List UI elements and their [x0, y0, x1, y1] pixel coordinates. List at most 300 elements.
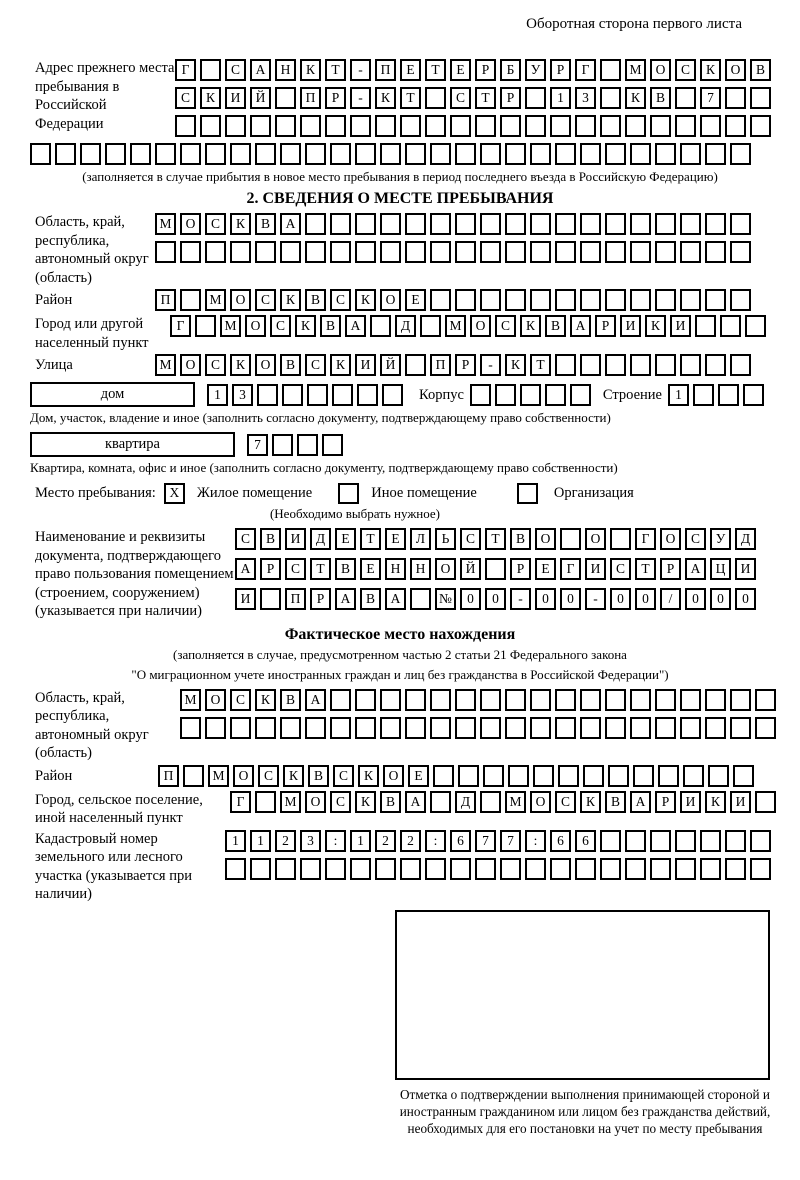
char-cell[interactable]: С [258, 765, 279, 787]
char-cell[interactable]: 1 [350, 830, 371, 852]
char-cell[interactable] [175, 115, 196, 137]
char-cell[interactable]: 6 [575, 830, 596, 852]
char-cell[interactable] [355, 689, 376, 711]
char-cell[interactable]: А [685, 558, 706, 580]
char-cell[interactable] [275, 87, 296, 109]
char-cell[interactable] [525, 87, 546, 109]
char-cell[interactable] [655, 213, 676, 235]
char-cell[interactable]: С [685, 528, 706, 550]
char-cell[interactable] [655, 354, 676, 376]
char-cell[interactable]: К [520, 315, 541, 337]
char-cell[interactable]: № [435, 588, 456, 610]
char-cell[interactable] [605, 289, 626, 311]
char-cell[interactable]: Р [550, 59, 571, 81]
char-cell[interactable] [505, 717, 526, 739]
char-cell[interactable] [580, 289, 601, 311]
char-cell[interactable] [105, 143, 126, 165]
char-cell[interactable] [675, 115, 696, 137]
char-cell[interactable] [725, 87, 746, 109]
char-cell[interactable]: 1 [225, 830, 246, 852]
char-cell[interactable] [500, 858, 521, 880]
char-cell[interactable] [330, 143, 351, 165]
char-cell[interactable] [325, 115, 346, 137]
char-cell[interactable] [455, 289, 476, 311]
char-cell[interactable]: С [255, 289, 276, 311]
checkbox-zhiloe[interactable]: X [164, 483, 185, 504]
char-cell[interactable] [155, 143, 176, 165]
char-cell[interactable] [380, 717, 401, 739]
char-cell[interactable] [430, 717, 451, 739]
char-cell[interactable]: С [330, 791, 351, 813]
char-cell[interactable] [630, 689, 651, 711]
char-cell[interactable] [705, 689, 726, 711]
char-cell[interactable]: В [260, 528, 281, 550]
char-cell[interactable]: С [285, 558, 306, 580]
char-cell[interactable] [705, 717, 726, 739]
char-cell[interactable] [480, 241, 501, 263]
char-cell[interactable] [630, 241, 651, 263]
char-cell[interactable] [405, 689, 426, 711]
char-cell[interactable] [750, 858, 771, 880]
char-cell[interactable] [693, 384, 714, 406]
char-cell[interactable]: - [350, 87, 371, 109]
char-cell[interactable] [272, 434, 293, 456]
char-cell[interactable]: Е [450, 59, 471, 81]
char-cell[interactable] [330, 717, 351, 739]
char-cell[interactable]: И [735, 558, 756, 580]
char-cell[interactable]: 3 [300, 830, 321, 852]
char-cell[interactable] [357, 384, 378, 406]
char-cell[interactable] [332, 384, 353, 406]
char-cell[interactable] [180, 717, 201, 739]
char-cell[interactable]: А [250, 59, 271, 81]
char-cell[interactable] [300, 858, 321, 880]
char-cell[interactable] [680, 354, 701, 376]
char-cell[interactable]: Ц [710, 558, 731, 580]
char-cell[interactable]: Г [635, 528, 656, 550]
char-cell[interactable]: Р [455, 354, 476, 376]
char-cell[interactable]: В [305, 289, 326, 311]
char-cell[interactable]: Т [485, 528, 506, 550]
char-cell[interactable] [205, 717, 226, 739]
char-cell[interactable] [455, 689, 476, 711]
char-cell[interactable] [485, 558, 506, 580]
char-cell[interactable] [650, 830, 671, 852]
char-cell[interactable] [305, 717, 326, 739]
char-cell[interactable]: О [725, 59, 746, 81]
char-cell[interactable] [605, 143, 626, 165]
char-cell[interactable]: 6 [450, 830, 471, 852]
char-cell[interactable]: С [230, 689, 251, 711]
char-cell[interactable] [458, 765, 479, 787]
char-cell[interactable] [680, 143, 701, 165]
char-cell[interactable] [718, 384, 739, 406]
char-cell[interactable] [250, 858, 271, 880]
char-cell[interactable] [725, 115, 746, 137]
char-cell[interactable] [600, 87, 621, 109]
char-cell[interactable]: М [155, 213, 176, 235]
char-cell[interactable] [425, 87, 446, 109]
char-cell[interactable]: О [305, 791, 326, 813]
char-cell[interactable] [405, 213, 426, 235]
char-cell[interactable]: А [345, 315, 366, 337]
char-cell[interactable]: О [383, 765, 404, 787]
char-cell[interactable] [705, 354, 726, 376]
char-cell[interactable]: В [280, 354, 301, 376]
char-cell[interactable]: С [495, 315, 516, 337]
char-cell[interactable]: С [205, 213, 226, 235]
char-cell[interactable] [600, 858, 621, 880]
char-cell[interactable]: - [585, 588, 606, 610]
char-cell[interactable] [555, 689, 576, 711]
char-cell[interactable]: П [300, 87, 321, 109]
char-cell[interactable] [655, 143, 676, 165]
char-cell[interactable] [630, 717, 651, 739]
char-cell[interactable] [608, 765, 629, 787]
char-cell[interactable] [282, 384, 303, 406]
char-cell[interactable]: 0 [560, 588, 581, 610]
char-cell[interactable] [605, 717, 626, 739]
char-cell[interactable] [575, 115, 596, 137]
char-cell[interactable]: Н [275, 59, 296, 81]
char-cell[interactable]: О [180, 354, 201, 376]
char-cell[interactable]: В [308, 765, 329, 787]
char-cell[interactable] [380, 213, 401, 235]
char-cell[interactable]: О [233, 765, 254, 787]
char-cell[interactable]: С [305, 354, 326, 376]
char-cell[interactable] [470, 384, 491, 406]
char-cell[interactable] [405, 143, 426, 165]
char-cell[interactable] [600, 59, 621, 81]
char-cell[interactable] [610, 528, 631, 550]
char-cell[interactable] [355, 241, 376, 263]
char-cell[interactable]: О [380, 289, 401, 311]
char-cell[interactable] [705, 241, 726, 263]
char-cell[interactable] [755, 689, 776, 711]
char-cell[interactable] [280, 143, 301, 165]
char-cell[interactable] [505, 689, 526, 711]
char-cell[interactable]: В [320, 315, 341, 337]
char-cell[interactable] [700, 830, 721, 852]
char-cell[interactable] [255, 791, 276, 813]
char-cell[interactable] [180, 143, 201, 165]
char-cell[interactable] [450, 858, 471, 880]
char-cell[interactable] [530, 689, 551, 711]
char-cell[interactable]: В [750, 59, 771, 81]
char-cell[interactable] [450, 115, 471, 137]
char-cell[interactable] [530, 717, 551, 739]
char-cell[interactable] [322, 434, 343, 456]
char-cell[interactable] [480, 143, 501, 165]
char-cell[interactable] [705, 289, 726, 311]
char-cell[interactable]: К [200, 87, 221, 109]
char-cell[interactable] [257, 384, 278, 406]
char-cell[interactable]: Т [635, 558, 656, 580]
char-cell[interactable] [533, 765, 554, 787]
char-cell[interactable] [200, 115, 221, 137]
char-cell[interactable]: О [205, 689, 226, 711]
char-cell[interactable]: М [155, 354, 176, 376]
char-cell[interactable] [480, 213, 501, 235]
char-cell[interactable] [225, 115, 246, 137]
char-cell[interactable]: К [230, 354, 251, 376]
char-cell[interactable] [155, 241, 176, 263]
char-cell[interactable] [545, 384, 566, 406]
char-cell[interactable]: И [620, 315, 641, 337]
char-cell[interactable]: Т [475, 87, 496, 109]
char-cell[interactable] [743, 384, 764, 406]
char-cell[interactable] [505, 241, 526, 263]
char-cell[interactable]: Е [405, 289, 426, 311]
char-cell[interactable] [195, 315, 216, 337]
char-cell[interactable] [255, 241, 276, 263]
char-cell[interactable]: О [535, 528, 556, 550]
char-cell[interactable]: 7 [500, 830, 521, 852]
char-cell[interactable]: С [555, 791, 576, 813]
char-cell[interactable] [730, 143, 751, 165]
char-cell[interactable] [520, 384, 541, 406]
char-cell[interactable]: Г [175, 59, 196, 81]
char-cell[interactable] [555, 289, 576, 311]
char-cell[interactable]: А [335, 588, 356, 610]
char-cell[interactable]: А [385, 588, 406, 610]
char-cell[interactable] [430, 289, 451, 311]
char-cell[interactable]: 0 [735, 588, 756, 610]
char-cell[interactable]: А [280, 213, 301, 235]
char-cell[interactable] [380, 143, 401, 165]
char-cell[interactable]: Г [170, 315, 191, 337]
char-cell[interactable] [525, 115, 546, 137]
char-cell[interactable] [305, 241, 326, 263]
char-cell[interactable]: К [625, 87, 646, 109]
char-cell[interactable]: Д [735, 528, 756, 550]
char-cell[interactable]: М [205, 289, 226, 311]
char-cell[interactable] [430, 213, 451, 235]
char-cell[interactable] [600, 830, 621, 852]
char-cell[interactable]: 6 [550, 830, 571, 852]
char-cell[interactable] [200, 59, 221, 81]
char-cell[interactable]: О [435, 558, 456, 580]
char-cell[interactable] [633, 765, 654, 787]
char-cell[interactable]: О [650, 59, 671, 81]
char-cell[interactable]: К [375, 87, 396, 109]
char-cell[interactable] [382, 384, 403, 406]
char-cell[interactable] [410, 588, 431, 610]
char-cell[interactable]: : [525, 830, 546, 852]
checkbox-organizatsiya[interactable] [517, 483, 538, 504]
char-cell[interactable] [530, 241, 551, 263]
char-cell[interactable] [750, 87, 771, 109]
char-cell[interactable] [505, 213, 526, 235]
char-cell[interactable]: О [660, 528, 681, 550]
char-cell[interactable]: К [255, 689, 276, 711]
char-cell[interactable] [275, 115, 296, 137]
char-cell[interactable] [675, 858, 696, 880]
char-cell[interactable]: О [255, 354, 276, 376]
char-cell[interactable]: С [460, 528, 481, 550]
char-cell[interactable]: М [180, 689, 201, 711]
char-cell[interactable] [570, 384, 591, 406]
char-cell[interactable] [305, 213, 326, 235]
char-cell[interactable] [755, 791, 776, 813]
char-cell[interactable]: Д [310, 528, 331, 550]
char-cell[interactable]: К [580, 791, 601, 813]
char-cell[interactable] [230, 241, 251, 263]
char-cell[interactable]: - [510, 588, 531, 610]
char-cell[interactable]: О [230, 289, 251, 311]
char-cell[interactable]: 2 [375, 830, 396, 852]
char-cell[interactable]: 0 [535, 588, 556, 610]
char-cell[interactable] [700, 858, 721, 880]
char-cell[interactable] [330, 689, 351, 711]
char-cell[interactable]: О [530, 791, 551, 813]
char-cell[interactable] [575, 858, 596, 880]
char-cell[interactable] [300, 115, 321, 137]
char-cell[interactable] [375, 115, 396, 137]
char-cell[interactable]: Р [595, 315, 616, 337]
char-cell[interactable] [605, 689, 626, 711]
char-cell[interactable]: 0 [485, 588, 506, 610]
char-cell[interactable] [725, 830, 746, 852]
char-cell[interactable]: Р [325, 87, 346, 109]
char-cell[interactable]: 1 [668, 384, 689, 406]
char-cell[interactable] [260, 588, 281, 610]
char-cell[interactable] [733, 765, 754, 787]
char-cell[interactable]: 7 [247, 434, 268, 456]
char-cell[interactable] [580, 241, 601, 263]
char-cell[interactable]: В [650, 87, 671, 109]
char-cell[interactable]: Р [655, 791, 676, 813]
char-cell[interactable]: Р [660, 558, 681, 580]
char-cell[interactable]: В [335, 558, 356, 580]
char-cell[interactable] [658, 765, 679, 787]
char-cell[interactable] [580, 143, 601, 165]
char-cell[interactable] [708, 765, 729, 787]
char-cell[interactable] [630, 354, 651, 376]
char-cell[interactable]: П [285, 588, 306, 610]
char-cell[interactable]: С [450, 87, 471, 109]
char-cell[interactable] [430, 143, 451, 165]
char-cell[interactable]: И [670, 315, 691, 337]
char-cell[interactable] [180, 241, 201, 263]
char-cell[interactable]: М [208, 765, 229, 787]
char-cell[interactable] [655, 241, 676, 263]
char-cell[interactable]: М [445, 315, 466, 337]
char-cell[interactable]: К [645, 315, 666, 337]
char-cell[interactable]: / [660, 588, 681, 610]
char-cell[interactable]: Й [460, 558, 481, 580]
char-cell[interactable]: Д [395, 315, 416, 337]
char-cell[interactable] [455, 143, 476, 165]
char-cell[interactable]: Т [325, 59, 346, 81]
char-cell[interactable] [325, 858, 346, 880]
char-cell[interactable] [530, 213, 551, 235]
char-cell[interactable]: 3 [575, 87, 596, 109]
char-cell[interactable] [455, 717, 476, 739]
char-cell[interactable]: О [585, 528, 606, 550]
char-cell[interactable] [700, 115, 721, 137]
char-cell[interactable] [605, 213, 626, 235]
char-cell[interactable] [355, 213, 376, 235]
char-cell[interactable] [583, 765, 604, 787]
char-cell[interactable]: К [700, 59, 721, 81]
char-cell[interactable] [480, 289, 501, 311]
char-cell[interactable] [255, 143, 276, 165]
char-cell[interactable] [730, 289, 751, 311]
char-cell[interactable]: : [325, 830, 346, 852]
char-cell[interactable] [558, 765, 579, 787]
char-cell[interactable] [250, 115, 271, 137]
char-cell[interactable]: К [283, 765, 304, 787]
char-cell[interactable] [380, 241, 401, 263]
char-cell[interactable]: А [405, 791, 426, 813]
char-cell[interactable]: В [280, 689, 301, 711]
char-cell[interactable] [580, 354, 601, 376]
char-cell[interactable] [555, 213, 576, 235]
char-cell[interactable]: Н [385, 558, 406, 580]
char-cell[interactable] [508, 765, 529, 787]
char-cell[interactable] [675, 87, 696, 109]
char-cell[interactable]: Г [230, 791, 251, 813]
char-cell[interactable] [680, 213, 701, 235]
char-cell[interactable] [480, 791, 501, 813]
char-cell[interactable]: Г [575, 59, 596, 81]
char-cell[interactable]: 0 [685, 588, 706, 610]
char-cell[interactable] [30, 143, 51, 165]
char-cell[interactable] [625, 830, 646, 852]
char-cell[interactable] [307, 384, 328, 406]
char-cell[interactable]: С [675, 59, 696, 81]
char-cell[interactable] [683, 765, 704, 787]
char-cell[interactable] [483, 765, 504, 787]
char-cell[interactable] [650, 858, 671, 880]
char-cell[interactable]: О [245, 315, 266, 337]
char-cell[interactable] [455, 241, 476, 263]
char-cell[interactable] [555, 143, 576, 165]
char-cell[interactable] [630, 289, 651, 311]
char-cell[interactable] [580, 689, 601, 711]
char-cell[interactable]: 1 [550, 87, 571, 109]
char-cell[interactable]: С [610, 558, 631, 580]
char-cell[interactable]: Е [535, 558, 556, 580]
char-cell[interactable] [750, 830, 771, 852]
char-cell[interactable]: К [300, 59, 321, 81]
char-cell[interactable]: И [680, 791, 701, 813]
char-cell[interactable]: Й [250, 87, 271, 109]
char-cell[interactable]: 0 [710, 588, 731, 610]
char-cell[interactable]: У [525, 59, 546, 81]
char-cell[interactable] [550, 115, 571, 137]
char-cell[interactable] [500, 115, 521, 137]
char-cell[interactable]: В [605, 791, 626, 813]
char-cell[interactable] [275, 858, 296, 880]
char-cell[interactable] [183, 765, 204, 787]
char-cell[interactable]: С [235, 528, 256, 550]
char-cell[interactable]: 1 [207, 384, 228, 406]
checkbox-inoe[interactable] [338, 483, 359, 504]
char-cell[interactable]: В [255, 213, 276, 235]
char-cell[interactable] [655, 689, 676, 711]
char-cell[interactable]: В [510, 528, 531, 550]
char-cell[interactable] [55, 143, 76, 165]
char-cell[interactable]: 7 [475, 830, 496, 852]
char-cell[interactable]: Е [400, 59, 421, 81]
char-cell[interactable] [405, 354, 426, 376]
char-cell[interactable] [297, 434, 318, 456]
char-cell[interactable] [375, 858, 396, 880]
char-cell[interactable]: К [280, 289, 301, 311]
char-cell[interactable]: К [330, 354, 351, 376]
